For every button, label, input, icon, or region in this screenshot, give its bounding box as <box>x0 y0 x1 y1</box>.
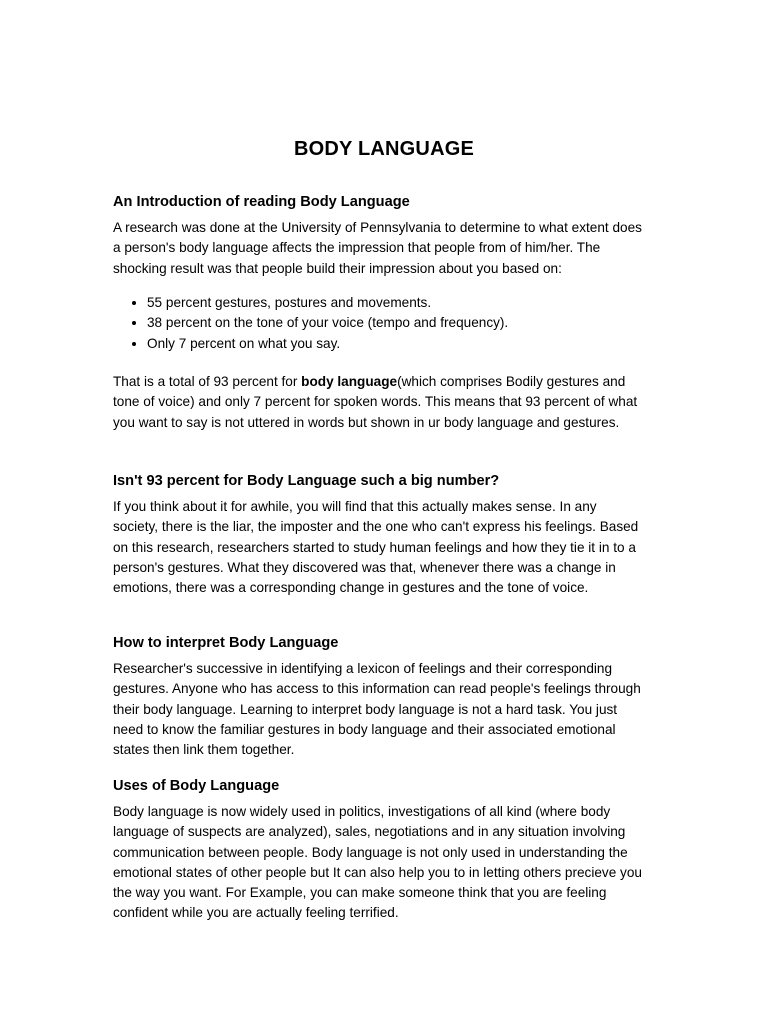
section-paragraph <box>113 372 643 433</box>
section-big-number <box>113 471 643 598</box>
section-paragraph: If you think about it for awhile, you will find that this actually makes sense. In any society, there is the liar, the imposter and the one who can't express his feelings. Based on this research, researchers started to study human feelings and how they tie it in to a person's gestures. What they discovered was that, whenever there was a change in emotions, there was a corresponding change in gestures and the tone of voice. <box>113 499 639 596</box>
section-introduction-followup <box>113 372 643 433</box>
section-introduction <box>113 192 643 354</box>
section-paragraph: Body language is now widely used in politics, investigations of all kind (where body language of suspects are analyzed), sales, negotiations and in any situation involving communication between people. Body language is not only used in understanding the emotional states of other people but It can also help you to in letting others precieve you the way you want. For Example, you can make someone think that you are feeling confident while you are actually feeling terrified. <box>113 804 642 921</box>
list-item: • 38 percent on the tone of your voice (tempo and frequency). <box>147 313 643 333</box>
section-paragraph: Researcher's successive in identifying a lexicon of feelings and their corresponding gestures. Anyone who has access to this information can read people's feelings through their body language. Learning to interpret body language is not a hard task. You just need to know the familiar gestures in body language and their associated emotional states then link them together. <box>113 661 641 758</box>
bullet-list <box>113 293 643 354</box>
section-interpret <box>113 633 643 760</box>
list-item: • Only 7 percent on what you say. <box>147 334 643 354</box>
section-heading: An Introduction of reading Body Language <box>113 194 410 210</box>
bold-term: body language <box>301 374 398 389</box>
paragraph-text: That is a total of 93 percent for <box>113 374 302 389</box>
document-title: BODY LANGUAGE <box>293 138 475 160</box>
paragraph-text: (which comprises Bodily gestures and tone of voice) and only 7 percent for spoken words. This means that 93 percent of what you want to say is not uttered in words but shown in ur body language and gestures. <box>113 374 638 430</box>
section-uses <box>113 776 643 924</box>
section-paragraph: A research was done at the University of Pennsylvania to determine to what extent does a person's body language affects the impression that people from of him/her. The shocking result was that people build their impression about you based on: <box>113 220 642 276</box>
list-item: • 55 percent gestures, postures and movements. <box>147 293 643 313</box>
section-heading: Uses of Body Language <box>113 778 280 794</box>
section-heading: How to interpret Body Language <box>113 635 339 651</box>
section-heading: Isn't 93 percent for Body Language such a big number? <box>113 473 500 489</box>
